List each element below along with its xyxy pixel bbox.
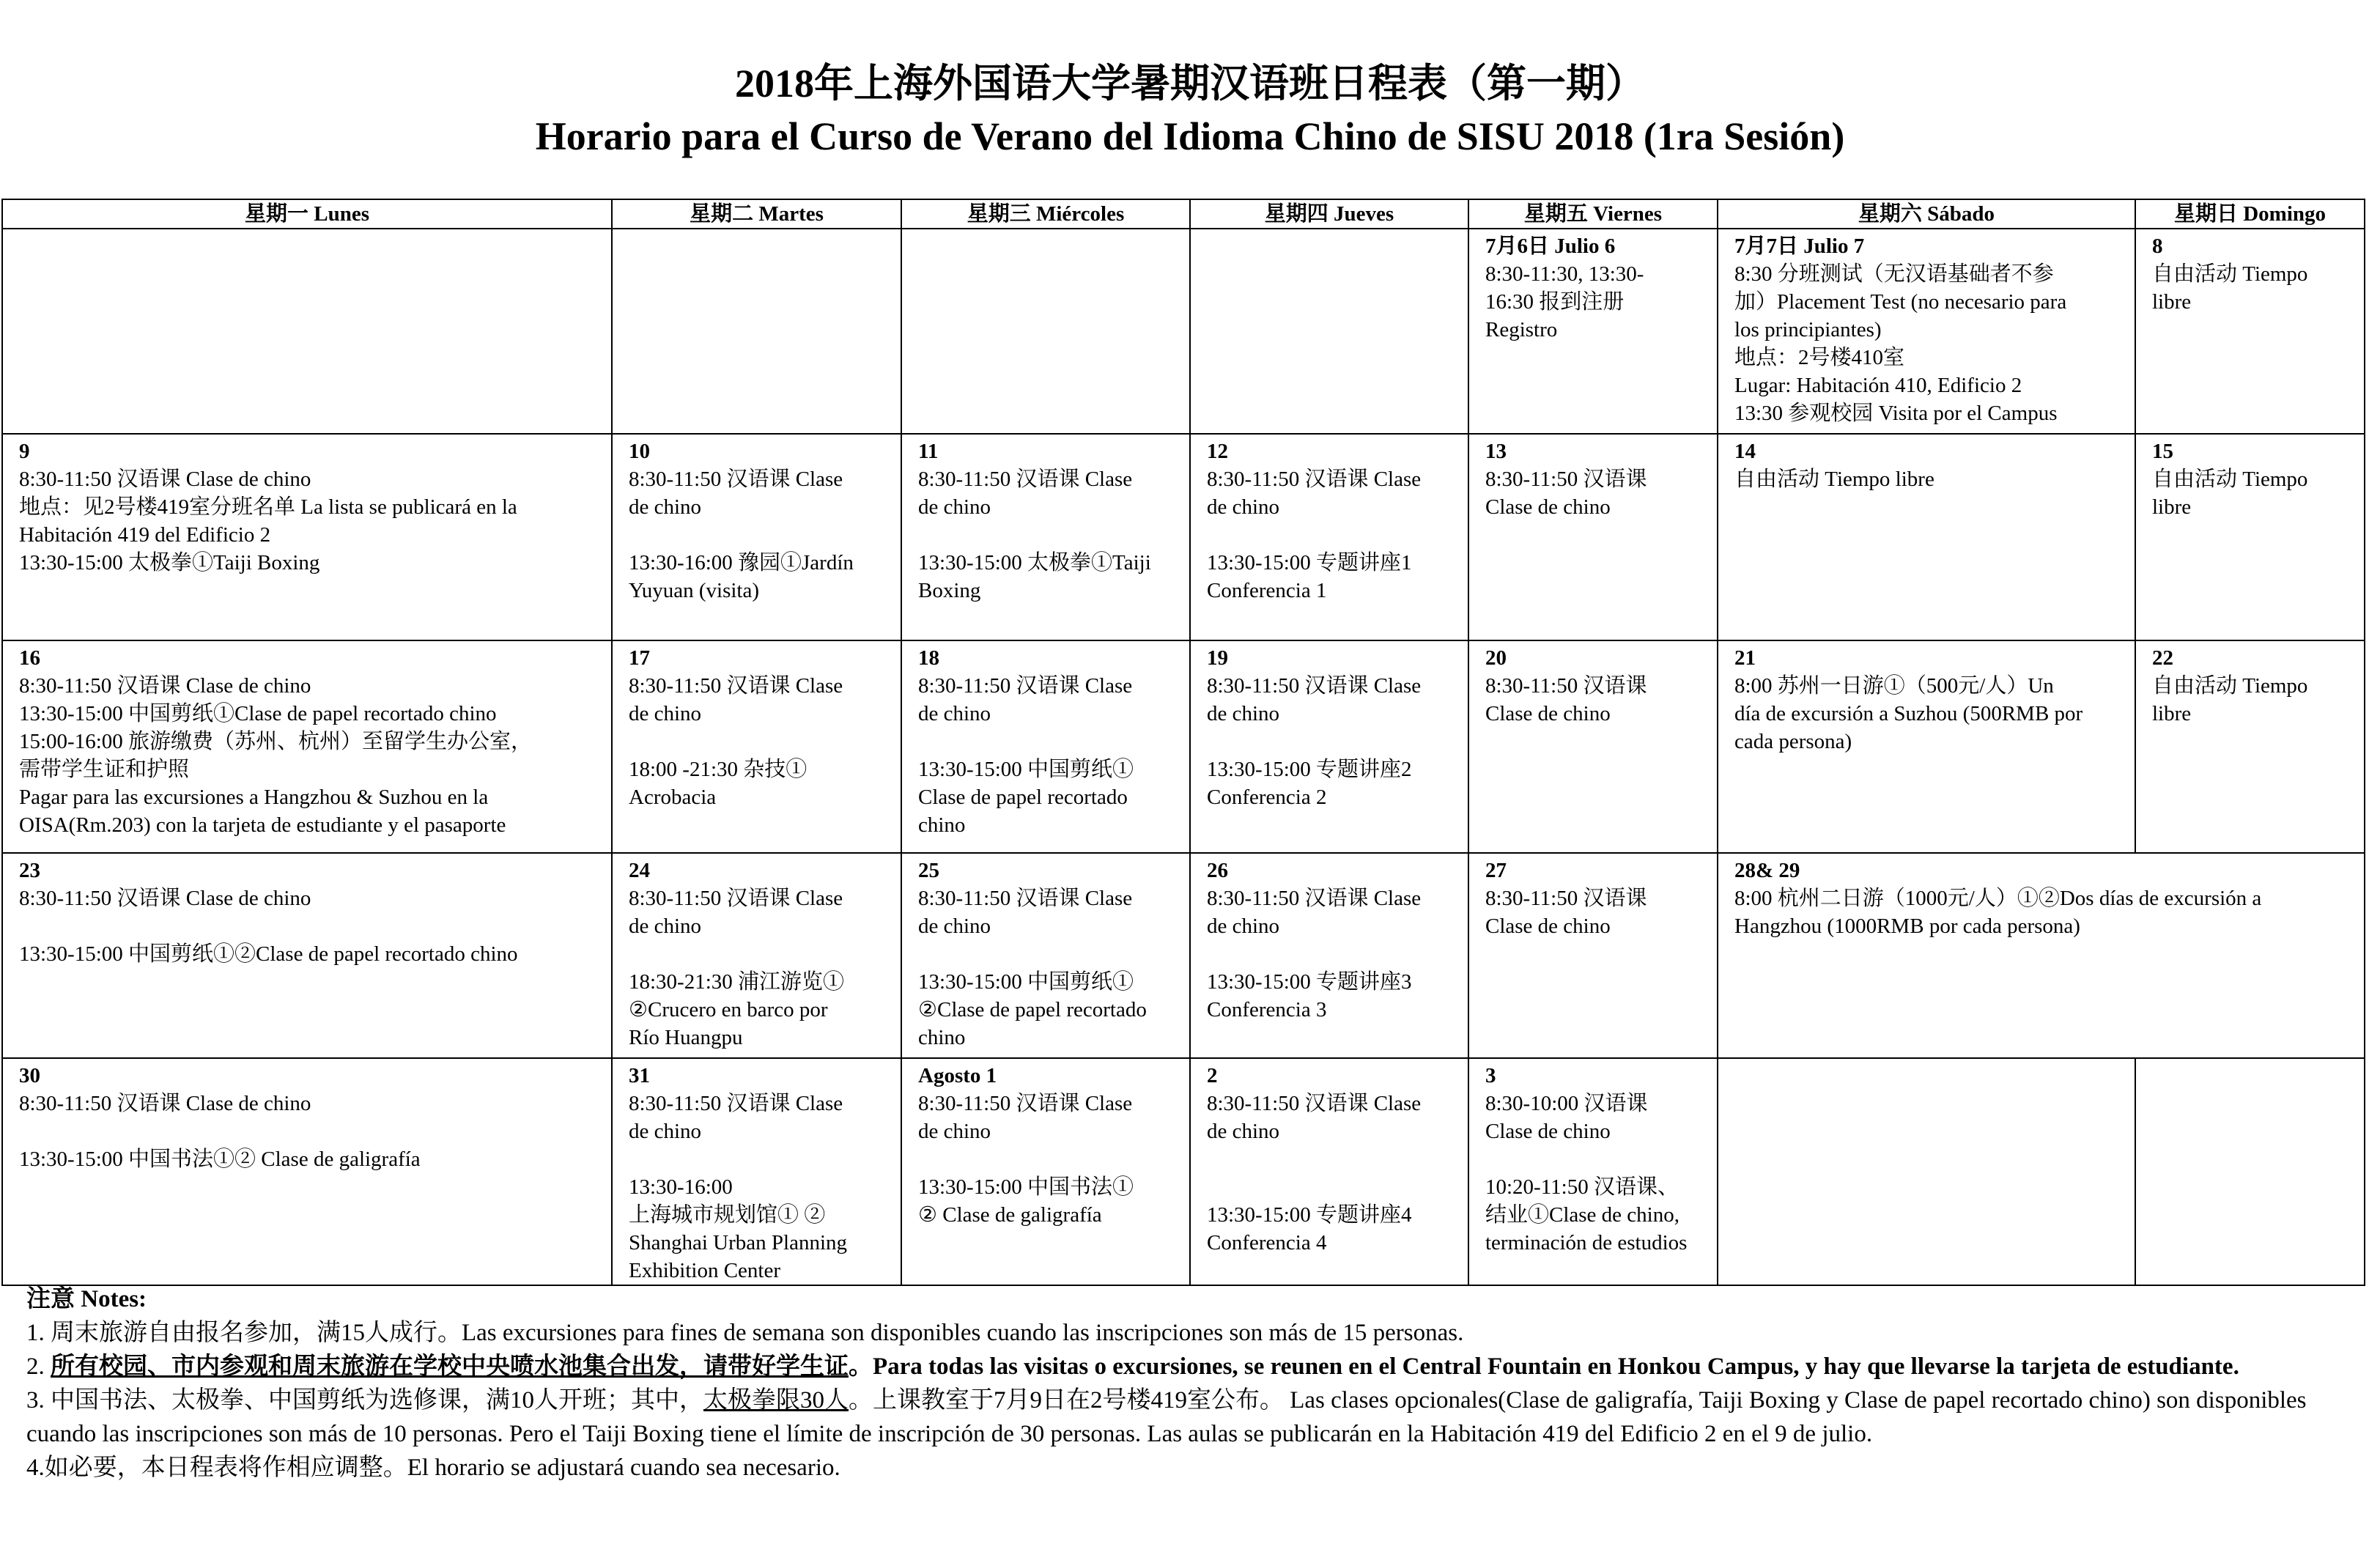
activity-line: chino [918, 813, 966, 837]
day-cell [612, 640, 901, 853]
day-date: 17 [629, 646, 650, 670]
notes-heading: 注意 Notes: [26, 1286, 147, 1312]
activity-line: chino [918, 1026, 966, 1049]
day-cell [2135, 434, 2365, 640]
activity-line: de chino [629, 1120, 702, 1143]
activity-line [1485, 1145, 1701, 1173]
activity-line: Registro [1485, 318, 1558, 341]
activity-line: 自由活动 Tiempo [2152, 468, 2308, 491]
day-date: 22 [2152, 646, 2173, 670]
activity-line [918, 521, 1173, 549]
day-date: 21 [1734, 646, 1756, 670]
day-cell [1190, 640, 1468, 853]
activity-line: de chino [629, 495, 702, 519]
day-date: 16 [19, 646, 40, 670]
note-3 [26, 1383, 2364, 1451]
day-cell [2135, 640, 2365, 853]
note-2 [26, 1350, 2364, 1383]
note-3-underlined: 太极拳限30人 [703, 1387, 849, 1414]
activity-line: 8:30-10:00 汉语课 [1485, 1092, 1648, 1115]
header-wednesday: 星期三 Miércoles [901, 199, 1190, 229]
activity-line: 8:30-11:30, 13:30- [1485, 262, 1644, 286]
activity-line: Lugar: Habitación 410, Edificio 2 [1734, 374, 2022, 397]
activity-line: Conferencia 2 [1207, 786, 1327, 809]
activity-line: 需带学生证和护照 [19, 758, 190, 781]
activity-line: día de excursión a Suzhou (500RMB por [1734, 702, 2083, 725]
activity-line: 自由活动 Tiempo libre [1734, 468, 1934, 491]
activity-line: ②Crucero en barco por [629, 998, 828, 1021]
activity-line: 13:30-15:00 太极拳①Taiji Boxing [19, 551, 320, 574]
title-block [0, 57, 2380, 163]
activity-line: 自由活动 Tiempo [2152, 262, 2308, 286]
day-cell [1718, 434, 2135, 640]
day-cell [2, 853, 612, 1058]
activity-line [629, 728, 884, 755]
day-date: 24 [629, 859, 650, 882]
activity-line: 8:00 杭州二日游（1000元/人）①②Dos días de excursión a [1734, 887, 2262, 910]
day-date: 13 [1485, 440, 1507, 463]
day-cell [1468, 640, 1718, 853]
day-cell [1190, 1058, 1468, 1285]
title-chinese: 2018年上海外国语大学暑期汉语班日程表（第一期） [735, 62, 1645, 106]
day-cell [1190, 853, 1468, 1058]
note-2-underlined: 所有校园、市内参观和周末旅游在学校中央喷水池集合出发，请带好学生证 [51, 1353, 849, 1380]
title-spanish: Horario para el Curso de Verano del Idioma Chino de SISU 2018 (1ra Sesión) [535, 114, 1845, 158]
note-3-part-b: 。上课教室于7月9日在2号楼419室公布。 Las clases opcionales(Clase de galigrafía, Taiji Boxing y Clase de papel recortado chino) son disponibles cuando las inscripciones son más de 10 personas. Pero el Taiji Boxing tiene el límite de inscripción de 30 personas. Las aulas se publicarán en la Habitación 419 del Edificio 2 en el 9 de julio. [26, 1387, 2307, 1447]
activity-line: Clase de papel recortado [918, 786, 1128, 809]
day-cell [1190, 434, 1468, 640]
activity-line [1207, 521, 1452, 549]
activity-line: 8:30-11:50 汉语课 Clase [918, 1092, 1133, 1115]
day-date: 14 [1734, 440, 1756, 463]
header-thursday: 星期四 Jueves [1190, 199, 1468, 229]
note-3-part-a: 3. 中国书法、太极拳、中国剪纸为选修课，满10人开班；其中， [26, 1387, 703, 1414]
activity-line: 10:20-11:50 汉语课、 [1485, 1175, 1679, 1199]
day-date: 2 [1207, 1064, 1218, 1087]
header-row [2, 199, 2365, 229]
day-date: 23 [19, 859, 40, 882]
week-row [2, 229, 2365, 434]
day-date: 9 [19, 440, 30, 463]
activity-line: 8:30-11:50 汉语课 Clase [629, 887, 843, 910]
activity-line: 13:30-16:00 豫园①Jardín [629, 551, 854, 574]
activity-line [629, 521, 884, 549]
activity-line: cada persona) [1734, 730, 1852, 753]
activity-line: 13:30-15:00 中国剪纸①②Clase de papel recortado chino [19, 942, 518, 966]
activity-line: ②Clase de papel recortado [918, 998, 1147, 1021]
activity-line: de chino [1207, 914, 1280, 938]
activity-line: 13:30-15:00 太极拳①Taiji [918, 551, 1151, 574]
activity-line: libre [2152, 495, 2192, 519]
activity-line [1207, 1145, 1452, 1173]
day-date: 31 [629, 1064, 650, 1087]
activity-line: 13:30 参观校园 Visita por el Campus [1734, 402, 2058, 425]
day-cell [1468, 853, 1718, 1058]
activity-line [19, 912, 595, 940]
activity-line [918, 728, 1173, 755]
week-row [2, 853, 2365, 1058]
activity-line: 8:30-11:50 汉语课 [1485, 887, 1647, 910]
day-cell [2, 1058, 612, 1285]
activity-line: 8:30-11:50 汉语课 Clase [1207, 674, 1422, 698]
activity-line: Yuyuan (visita) [629, 579, 759, 602]
header-sunday: 星期日 Domingo [2135, 199, 2365, 229]
activity-line: Clase de chino [1485, 702, 1611, 725]
header-friday: 星期五 Viernes [1468, 199, 1718, 229]
day-date: 7月6日 Julio 6 [1485, 234, 1616, 258]
day-cell [1190, 229, 1468, 434]
activity-line: 8:30-11:50 汉语课 Clase [1207, 887, 1422, 910]
day-cell [901, 229, 1190, 434]
activity-line: 8:30-11:50 汉语课 Clase [1207, 1092, 1422, 1115]
activity-line: 13:30-15:00 专题讲座2 [1207, 758, 1412, 781]
activity-line: de chino [629, 914, 702, 938]
activity-line: 8:30-11:50 汉语课 [1485, 674, 1647, 698]
day-date: 25 [918, 859, 939, 882]
activity-line: 8:30-11:50 汉语课 Clase [918, 468, 1133, 491]
activity-line: 13:30-16:00 [629, 1175, 733, 1199]
activity-line: de chino [1207, 1120, 1280, 1143]
activity-line: 16:30 报到注册 [1485, 290, 1625, 314]
activity-line: 13:30-15:00 专题讲座4 [1207, 1203, 1412, 1227]
day-date: 26 [1207, 859, 1228, 882]
week-row [2, 434, 2365, 640]
activity-line: Conferencia 4 [1207, 1231, 1327, 1254]
day-cell [1468, 1058, 1718, 1285]
activity-line: Habitación 419 del Edificio 2 [19, 523, 271, 547]
activity-line: 8:30-11:50 汉语课 Clase [1207, 468, 1422, 491]
day-date: 12 [1207, 440, 1228, 463]
day-cell [1718, 229, 2135, 434]
activity-line: terminación de estudios [1485, 1231, 1688, 1254]
activity-line: Acrobacia [629, 786, 717, 809]
activity-line: Pagar para las excursiones a Hangzhou & Suzhou en la [19, 786, 489, 809]
header-saturday: 星期六 Sábado [1718, 199, 2135, 229]
activity-line [1207, 728, 1452, 755]
activity-line: 地点：见2号楼419室分班名单 La lista se publicará en la [19, 495, 517, 519]
day-cell [1718, 853, 2365, 1058]
day-cell [2, 640, 612, 853]
day-date: Agosto 1 [918, 1064, 997, 1087]
activity-line: 8:30-11:50 汉语课 Clase [918, 674, 1133, 698]
activity-line: 13:30-15:00 专题讲座3 [1207, 970, 1412, 994]
day-date: 15 [2152, 440, 2173, 463]
day-cell [1718, 640, 2135, 853]
activity-line: 18:30-21:30 浦江游览① [629, 970, 845, 994]
activity-line: de chino [1207, 702, 1280, 725]
day-cell [901, 853, 1190, 1058]
activity-line: 8:30-11:50 汉语课 [1485, 468, 1647, 491]
activity-line: 地点：2号楼410室 [1734, 346, 1905, 369]
note-1: 1. 周末旅游自由报名参加，满15人成行。Las excursiones para fines de semana son disponibles cuando las inscripciones son más de 15 personas. [26, 1320, 1464, 1346]
activity-line: de chino [918, 1120, 991, 1143]
day-cell [612, 229, 901, 434]
activity-line: 8:30-11:50 汉语课 Clase [629, 674, 843, 698]
day-date: 28& 29 [1734, 859, 1800, 882]
day-date: 18 [918, 646, 939, 670]
day-cell [2135, 229, 2365, 434]
day-date: 30 [19, 1064, 40, 1087]
day-date: 11 [918, 440, 939, 463]
day-cell [2, 434, 612, 640]
activity-line: libre [2152, 702, 2192, 725]
activity-line: 8:30 分班测试（无汉语基础者不参 [1734, 262, 2054, 286]
day-date: 7月7日 Julio 7 [1734, 234, 1865, 258]
activity-line: OISA(Rm.203) con la tarjeta de estudiante y el pasaporte [19, 813, 506, 837]
schedule-table [1, 199, 2365, 1286]
activity-line: 8:30-11:50 汉语课 Clase de chino [19, 887, 311, 910]
activity-line: 自由活动 Tiempo [2152, 674, 2308, 698]
activity-line: 8:30-11:50 汉语课 Clase de chino [19, 1092, 311, 1115]
note-2-prefix: 2. [26, 1353, 51, 1380]
week-row [2, 1058, 2365, 1285]
activity-line [1207, 1173, 1452, 1201]
activity-line: 8:30-11:50 汉语课 Clase de chino [19, 674, 311, 698]
activity-line: de chino [918, 702, 991, 725]
activity-line: Clase de chino [1485, 495, 1611, 519]
day-date: 19 [1207, 646, 1228, 670]
day-cell [901, 640, 1190, 853]
activity-line: 18:00 -21:30 杂技① [629, 758, 808, 781]
day-cell [2135, 1058, 2365, 1285]
activity-line: ② Clase de galigrafía [918, 1203, 1102, 1227]
activity-line: Hangzhou (1000RMB por cada persona) [1734, 914, 2080, 938]
activity-line: 8:30-11:50 汉语课 Clase [918, 887, 1133, 910]
activity-line: 13:30-15:00 中国剪纸①Clase de papel recortado chino [19, 702, 497, 725]
activity-line: 8:30-11:50 汉语课 Clase de chino [19, 468, 311, 491]
activity-line: 13:30-15:00 中国剪纸① [918, 758, 1134, 781]
activity-line: 加）Placement Test (no necesario para [1734, 290, 2067, 314]
activity-line: 8:30-11:50 汉语课 Clase [629, 468, 843, 491]
activity-line: 13:30-15:00 中国书法① [918, 1175, 1134, 1199]
activity-line [918, 940, 1173, 968]
activity-line: de chino [1207, 495, 1280, 519]
day-date: 20 [1485, 646, 1507, 670]
day-date: 27 [1485, 859, 1507, 882]
activity-line [19, 1117, 595, 1145]
activity-line [629, 1145, 884, 1173]
activity-line: Clase de chino [1485, 1120, 1611, 1143]
activity-line: 结业①Clase de chino, [1485, 1203, 1679, 1227]
day-date: 10 [629, 440, 650, 463]
day-cell [1468, 434, 1718, 640]
day-cell [901, 1058, 1190, 1285]
activity-line: 上海城市规划馆① ② [629, 1203, 826, 1227]
day-cell [612, 434, 901, 640]
activity-line [629, 940, 884, 968]
day-cell [612, 1058, 901, 1285]
activity-line: Río Huangpu [629, 1026, 743, 1049]
activity-line: Conferencia 1 [1207, 579, 1327, 602]
activity-line: 13:30-15:00 专题讲座1 [1207, 551, 1412, 574]
activity-line: 15:00-16:00 旅游缴费（苏州、杭州）至留学生办公室， [19, 730, 533, 753]
day-date: 3 [1485, 1064, 1496, 1087]
activity-line: de chino [629, 702, 702, 725]
activity-line: Exhibition Center [629, 1259, 780, 1282]
activity-line: Boxing [918, 579, 981, 602]
day-cell [612, 853, 901, 1058]
activity-line: 13:30-15:00 中国剪纸① [918, 970, 1134, 994]
activity-line: Clase de chino [1485, 914, 1611, 938]
activity-line: de chino [918, 914, 991, 938]
day-cell [2, 229, 612, 434]
activity-line: Shanghai Urban Planning [629, 1231, 848, 1254]
activity-line: los principiantes) [1734, 318, 1882, 341]
day-cell [1468, 229, 1718, 434]
activity-line: libre [2152, 290, 2192, 314]
activity-line: 13:30-15:00 中国书法①② Clase de galigrafía [19, 1148, 421, 1171]
notes-section [26, 1282, 2364, 1485]
header-tuesday: 星期二 Martes [612, 199, 901, 229]
header-monday: 星期一 Lunes [2, 199, 612, 229]
activity-line: 8:00 苏州一日游①（500元/人）Un [1734, 674, 2054, 698]
activity-line: Conferencia 3 [1207, 998, 1327, 1021]
activity-line [918, 1145, 1173, 1173]
week-row [2, 640, 2365, 853]
note-4: 4.如必要，本日程表将作相应调整。El horario se adjustará cuando sea necesario. [26, 1455, 840, 1481]
day-cell [1718, 1058, 2135, 1285]
note-2-rest: 。Para todas las visitas o excursiones, se reunen en el Central Fountain en Honkou Campus, y hay que llevarse la tarjeta de estudiante. [849, 1353, 2239, 1380]
day-date: 8 [2152, 234, 2163, 258]
day-cell [901, 434, 1190, 640]
activity-line [1207, 940, 1452, 968]
activity-line: de chino [918, 495, 991, 519]
activity-line: 8:30-11:50 汉语课 Clase [629, 1092, 843, 1115]
